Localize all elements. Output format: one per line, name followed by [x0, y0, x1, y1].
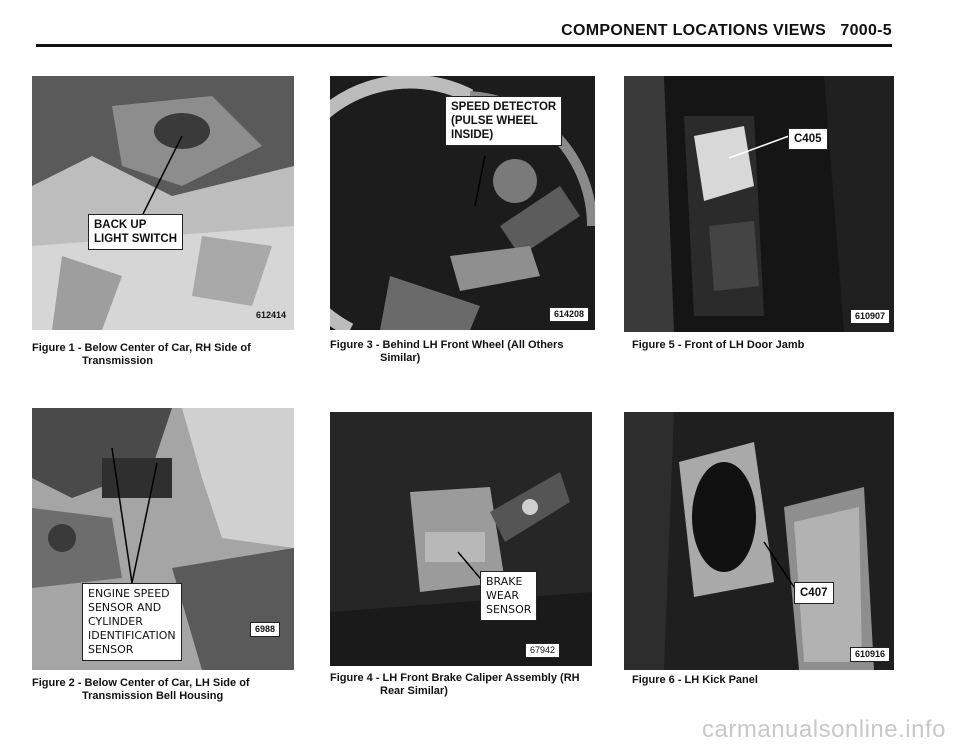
- figure-4-label-brake-wear-sensor: BRAKE WEAR SENSOR: [480, 571, 537, 621]
- figure-2-caption-line2: Transmission Bell Housing: [82, 690, 224, 702]
- figure-5-label-c405: C405: [788, 128, 828, 150]
- figure-2-code: 6988: [250, 622, 280, 637]
- watermark: carmanualsonline.info: [702, 716, 946, 743]
- figure-5-caption-line1: Figure 5 - Front of LH Door Jamb: [632, 339, 805, 351]
- figure-4-caption-line2: Rear Similar): [380, 685, 448, 697]
- figure-6-image: [624, 412, 894, 670]
- figure-6-photo: [624, 412, 894, 670]
- figure-1-label-backup-switch: BACK UP LIGHT SWITCH: [88, 214, 183, 250]
- figure-4-code: 67942: [525, 643, 560, 658]
- header-title: COMPONENT LOCATIONS VIEWS: [561, 22, 827, 39]
- figure-2-caption: [32, 677, 250, 703]
- figure-6-caption: [632, 674, 758, 687]
- page-header: [0, 22, 892, 40]
- figure-6-caption-line1: Figure 6 - LH Kick Panel: [632, 674, 758, 686]
- figure-2-caption-line1: Figure 2 - Below Center of Car, LH Side of: [32, 677, 250, 689]
- figure-5-code: 610907: [850, 309, 890, 324]
- figure-3-caption-line2: Similar): [380, 352, 421, 364]
- figure-1-caption: [32, 342, 251, 368]
- figure-1-caption-line2: Transmission: [82, 355, 153, 367]
- figure-1-code: 612414: [255, 310, 286, 320]
- figure-6-label-c407: C407: [794, 582, 834, 604]
- figure-6-code: 610916: [850, 647, 890, 662]
- figure-3-label-speed-detector: SPEED DETECTOR (PULSE WHEEL INSIDE): [445, 96, 562, 146]
- figure-5-caption: [632, 339, 804, 352]
- figure-2-photo: [32, 408, 294, 670]
- figure-4-image: [330, 412, 592, 666]
- figure-3-caption-line1: Figure 3 - Behind LH Front Wheel (All Others: [330, 339, 564, 351]
- figure-1-image: [32, 76, 294, 330]
- figure-5-image: [624, 76, 894, 332]
- figure-1-photo: [32, 76, 294, 330]
- header-page-number: 7000-5: [840, 22, 892, 39]
- figure-4-photo: [330, 412, 592, 666]
- figure-3-photo: [330, 76, 595, 330]
- figure-4-caption: [330, 672, 580, 698]
- figure-4-caption-line1: Figure 4 - LH Front Brake Caliper Assembly (RH: [330, 672, 580, 684]
- figure-3-caption: [330, 339, 563, 365]
- figure-1-caption-line1: Figure 1 - Below Center of Car, RH Side of: [32, 342, 251, 354]
- figure-2-label-engine-speed-sensor: ENGINE SPEED SENSOR AND CYLINDER IDENTIFICATION SENSOR: [82, 583, 182, 661]
- figure-3-code: 614208: [549, 307, 589, 322]
- figure-5-photo: [624, 76, 894, 332]
- header-rule: [36, 44, 892, 47]
